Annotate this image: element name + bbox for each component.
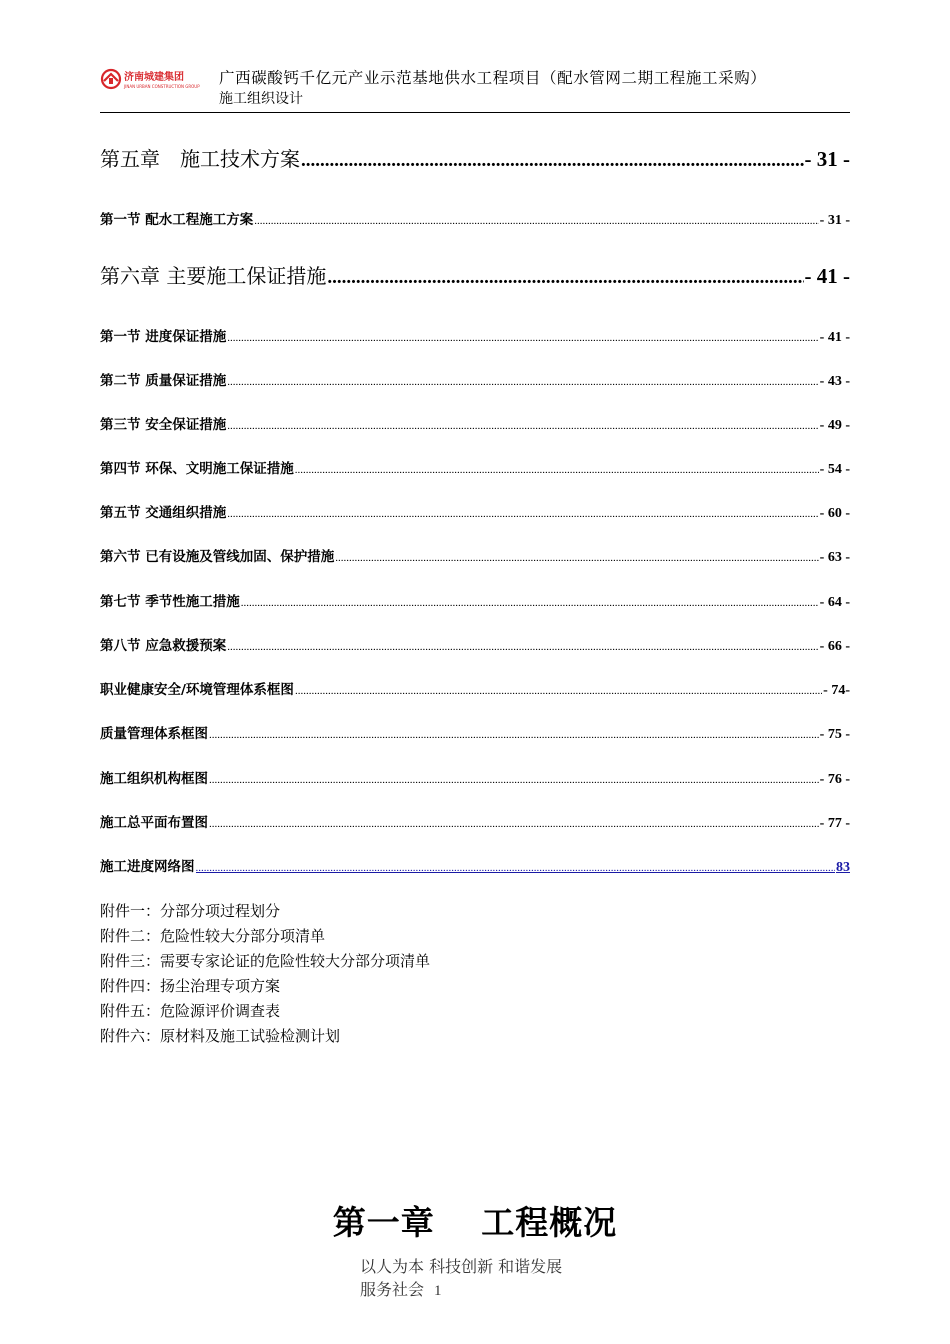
- chapter-heading: 第一章 工程概况: [332, 1203, 618, 1242]
- toc-section-6-1[interactable]: [100, 325, 850, 346]
- attachment-item: 附件三：需要专家论证的危险性较大分部分项清单: [100, 954, 431, 970]
- footer-line: [360, 1277, 442, 1300]
- attachment-item: 附件二：危险性较大分部分项清单: [100, 929, 326, 945]
- toc-leader: [227, 508, 818, 520]
- toc-leader: [209, 774, 819, 786]
- toc-section-6-8[interactable]: [100, 634, 850, 655]
- toc-label: 第五节 交通组织措施: [100, 505, 227, 521]
- toc-leader: [209, 818, 819, 830]
- toc-page: - 76 -: [819, 772, 850, 787]
- toc-section-6-5[interactable]: [100, 501, 850, 522]
- toc-label: 第二节 质量保证措施: [100, 373, 227, 389]
- toc-page: - 31 -: [819, 213, 850, 228]
- attachment-list: [100, 900, 430, 1050]
- toc-section-6-6[interactable]: [100, 545, 850, 566]
- toc-label: 施工组织机构框图: [100, 771, 208, 787]
- footer-slogan-2: 服务社会: [360, 1280, 425, 1299]
- toc-page: - 60 -: [819, 506, 850, 521]
- footer-slogan: 以人为本 科技创新 和谐发展: [360, 1257, 563, 1276]
- toc-page: - 63 -: [819, 550, 850, 565]
- toc-section-5-1[interactable]: [100, 208, 850, 229]
- toc-leader: [227, 332, 818, 344]
- toc-label: 施工总平面布置图: [100, 815, 208, 831]
- toc-leader: [327, 267, 803, 289]
- toc-label: 第六节 已有设施及管线加固、保护措施: [100, 549, 335, 565]
- toc-page-link[interactable]: 83: [836, 860, 850, 875]
- toc-page: - 54 -: [819, 462, 850, 477]
- toc-label: 第七节 季节性施工措施: [100, 594, 240, 610]
- toc-leader: [335, 552, 818, 564]
- toc-page: - 41 -: [819, 330, 850, 345]
- header-subtitle: 施工组织设计: [219, 92, 303, 107]
- toc-schedule-network[interactable]: [100, 855, 850, 876]
- toc-leader: [295, 685, 822, 697]
- header-title: 广西碳酸钙千亿元产业示范基地供水工程项目（配水管网二期工程施工采购）: [219, 70, 767, 87]
- toc-page: - 75 -: [819, 727, 850, 742]
- logo-subtext: JINAN URBAN CONSTRUCTION GROUP: [124, 84, 200, 89]
- toc-label: 第五章 施工技术方案: [100, 147, 300, 171]
- toc-label: 第三节 安全保证措施: [100, 417, 227, 433]
- toc-ohs-env-diagram[interactable]: [100, 678, 850, 699]
- toc-page: - 66 -: [819, 639, 850, 654]
- toc-label: 职业健康安全/环境管理体系框图: [100, 682, 294, 698]
- toc-leader: [209, 729, 819, 741]
- attachment-item: 附件四：扬尘治理专项方案: [100, 979, 281, 995]
- toc-label: 第一节 进度保证措施: [100, 329, 227, 345]
- toc-leader: [254, 215, 818, 227]
- toc-label: 施工进度网络图: [100, 859, 195, 875]
- toc-label: 质量管理体系框图: [100, 726, 208, 742]
- company-logo: [100, 68, 212, 90]
- toc-leader: [301, 150, 804, 172]
- toc-leader: [241, 597, 819, 609]
- toc-label: 第四节 环保、文明施工保证措施: [100, 461, 294, 477]
- toc-quality-diagram[interactable]: [100, 722, 850, 743]
- toc-leader[interactable]: [196, 862, 836, 874]
- toc-chapter-5[interactable]: [100, 143, 850, 172]
- attachment-item: 附件一：分部分项过程划分: [100, 904, 281, 920]
- toc-site-layout[interactable]: [100, 811, 850, 832]
- toc-section-6-3[interactable]: [100, 413, 850, 434]
- toc-page: - 41 -: [804, 264, 850, 288]
- toc-section-6-7[interactable]: [100, 590, 850, 611]
- page-number: 1: [434, 1283, 442, 1299]
- toc-leader: [295, 464, 819, 476]
- toc-label: 第一节 配水工程施工方案: [100, 212, 254, 228]
- toc-label: 第八节 应急救援预案: [100, 638, 227, 654]
- toc-page: - 31 -: [804, 147, 850, 171]
- toc-label: 第六章 主要施工保证措施: [100, 264, 327, 288]
- toc-page: - 74-: [823, 683, 850, 698]
- toc-leader: [227, 376, 818, 388]
- attachment-item: 附件五：危险源评价调查表: [100, 1004, 281, 1020]
- logo-text: 济南城建集团: [124, 72, 184, 83]
- attachment-item: 附件六：原材料及施工试验检测计划: [100, 1029, 341, 1045]
- toc-chapter-6[interactable]: [100, 260, 850, 289]
- toc-leader: [227, 420, 818, 432]
- toc-page: - 64 -: [819, 595, 850, 610]
- toc-section-6-2[interactable]: [100, 369, 850, 390]
- toc-leader: [227, 641, 818, 653]
- toc-page: - 77 -: [819, 816, 850, 831]
- page-header: [100, 66, 850, 113]
- toc-organization-diagram[interactable]: [100, 767, 850, 788]
- toc-section-6-4[interactable]: [100, 457, 850, 478]
- toc-page: - 43 -: [819, 374, 850, 389]
- logo-mark-icon: [102, 70, 120, 88]
- toc-page: - 49 -: [819, 418, 850, 433]
